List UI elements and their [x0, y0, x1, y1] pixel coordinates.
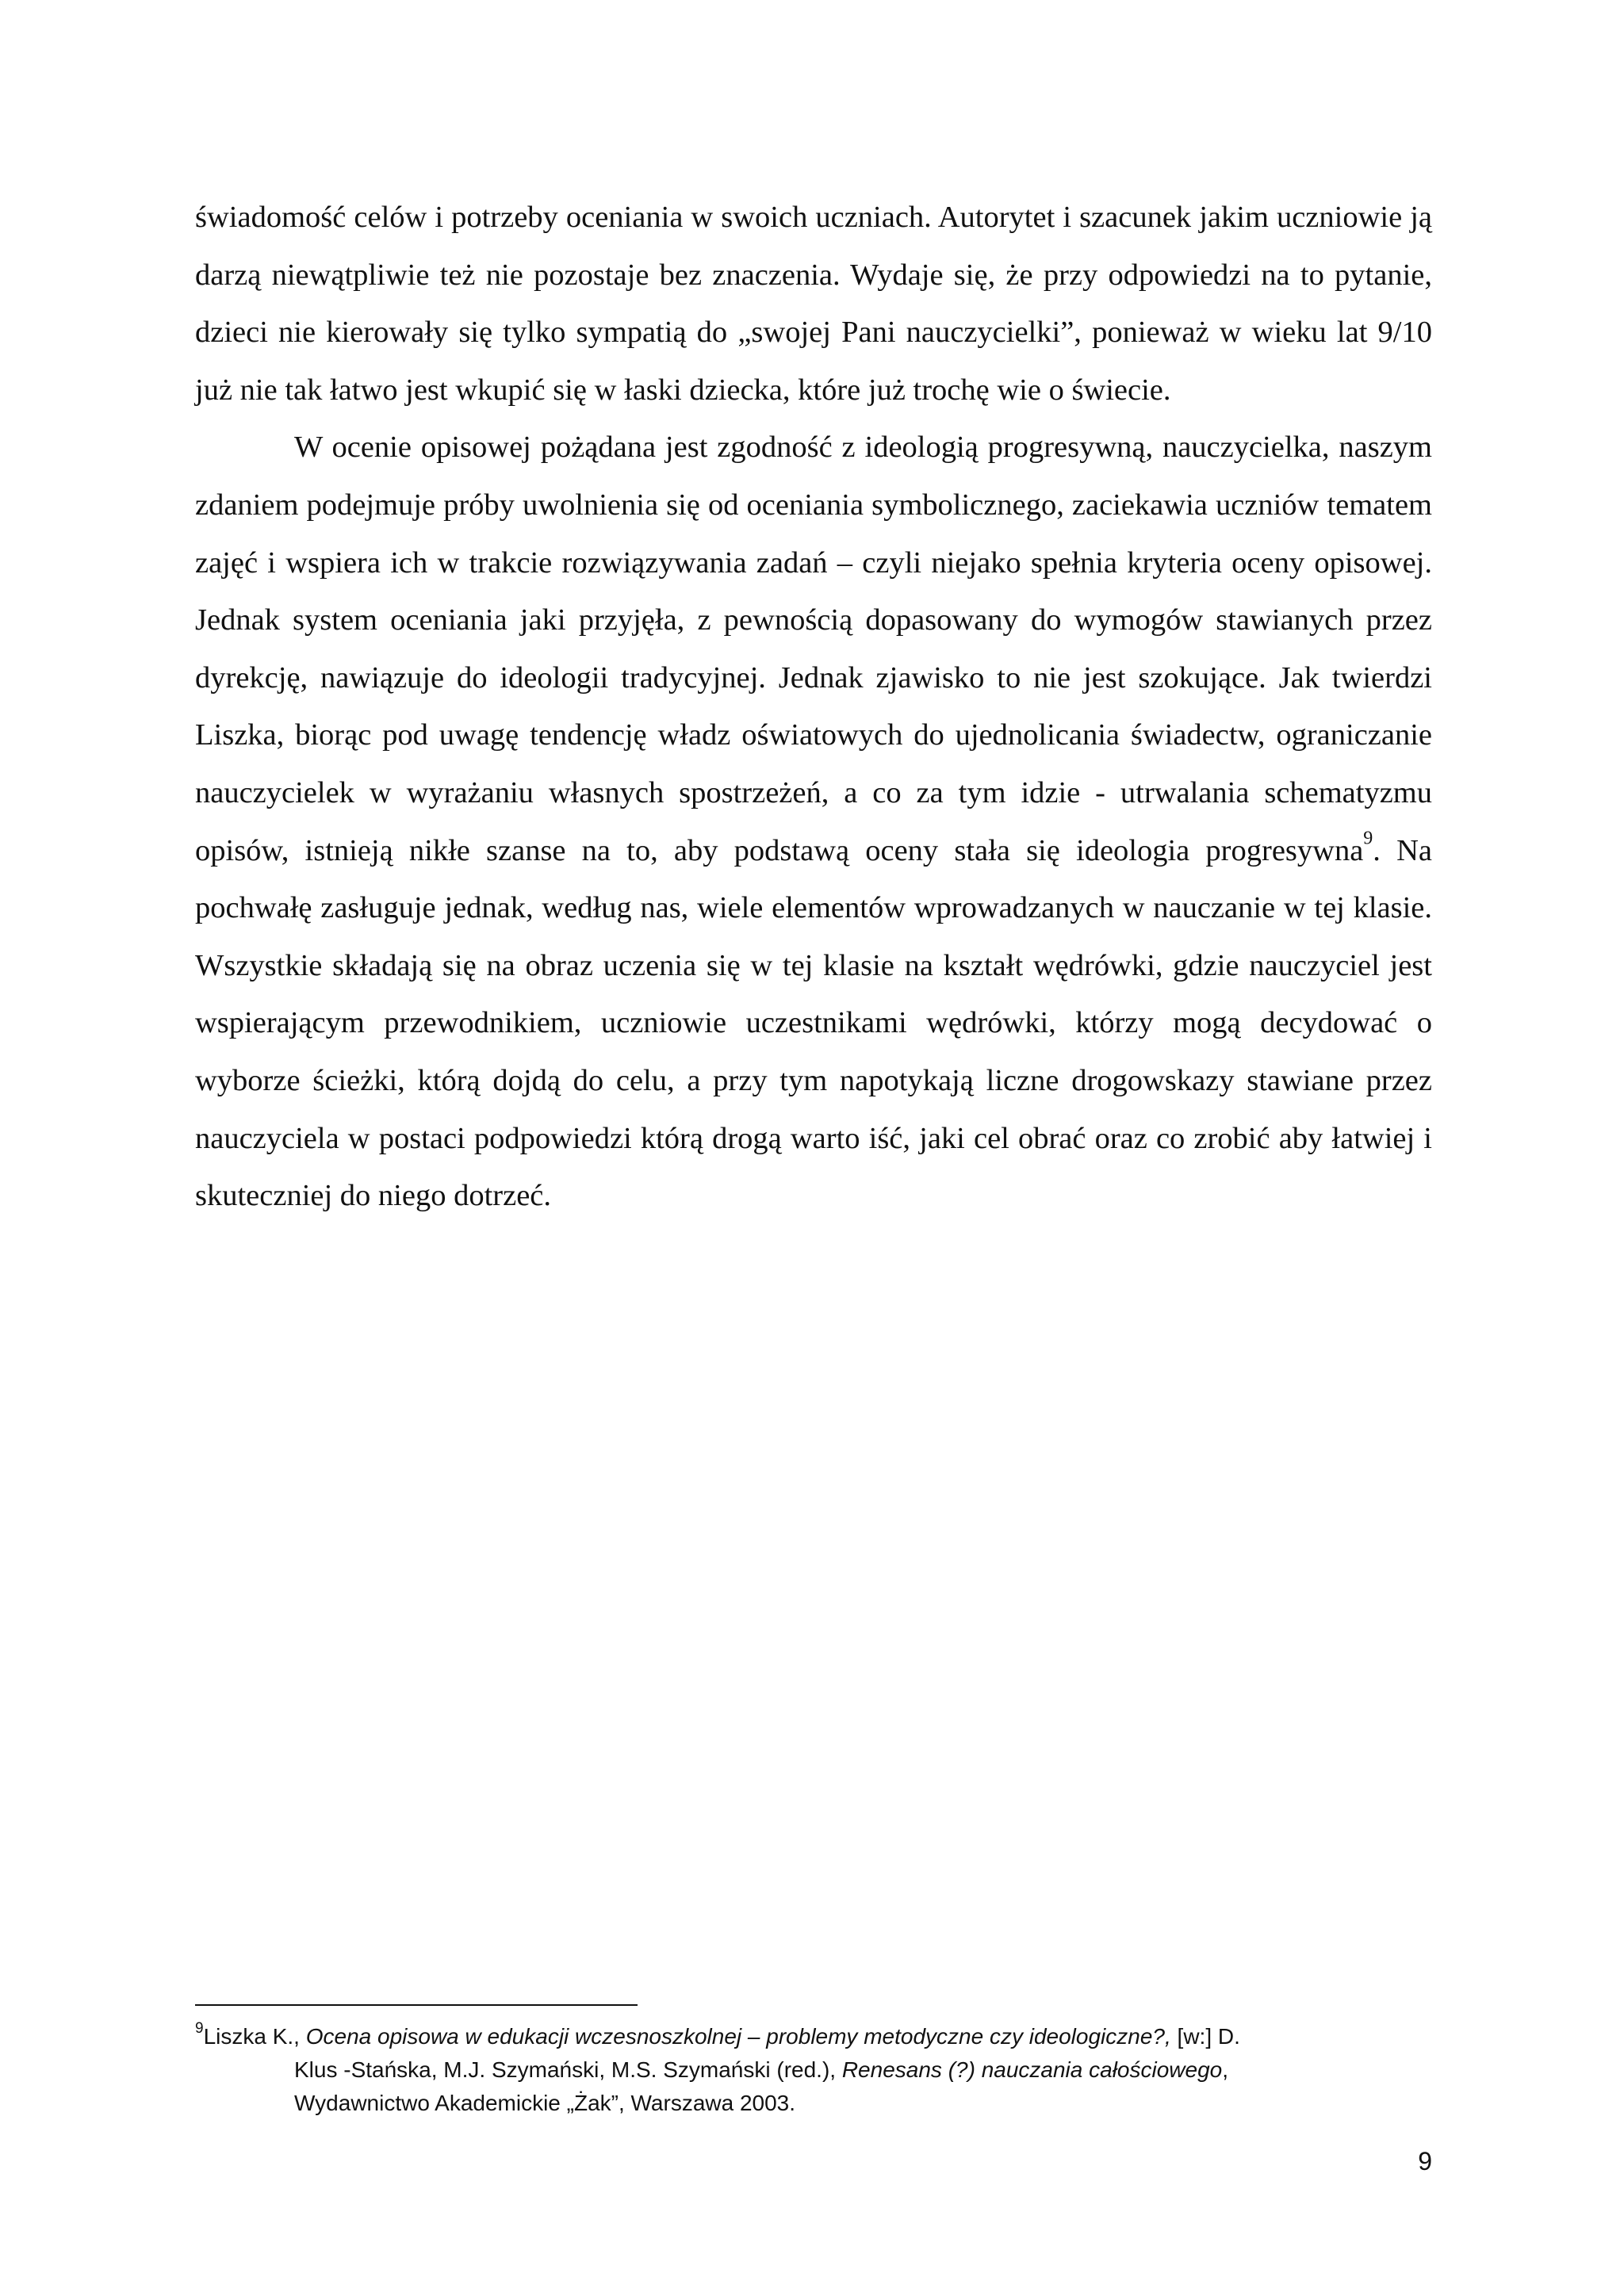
footnote-title-1: Ocena opisowa w edukacji wczesnoszkolnej – problemy metodyczne czy ideologiczne?,: [305, 2024, 1171, 2049]
paragraph-2-part-b: . Na pochwałę zasługuje jednak, według nas, wiele elementów wprowadzanych w nauczanie w tej klasie. Wszystkie składają się na obraz uczenia się w tej klasie na kształt wędrówki, gdzie nauczyciel jest wspierającym przewodnikiem, uczniowie uczestnikami wędrówki, którzy mogą decydować o wyborze ścieżki, którą dojdą do celu, a przy tym napotykają liczne drogowskazy stawiane przez nauczyciela w postaci podpowiedzi którą drogą warto iść, jaki cel obrać oraz co zrobić aby łatwiej i skuteczniej do niego dotrzeć.: [195, 833, 1432, 1213]
footnote-line-1: [195, 2020, 1432, 2053]
footnote-line-3: Wydawnictwo Akademickie „Żak”, Warszawa 2003.: [294, 2091, 796, 2115]
footnote: [195, 2020, 1432, 2120]
footnote-reference[interactable]: 9: [1363, 828, 1373, 849]
footnote-number: 9: [195, 2019, 204, 2037]
paragraph-2: [195, 419, 1432, 1224]
footnote-author: Liszka K.,: [203, 2024, 306, 2049]
footnote-separator: [195, 2004, 638, 2006]
footnote-editors: Klus -Stańska, M.J. Szymański, M.S. Szymański (red.),: [294, 2057, 842, 2082]
footnote-line-2: [195, 2053, 1432, 2087]
footnote-title-2: Renesans (?) nauczania całościowego: [841, 2057, 1223, 2082]
page-number: 9: [1418, 2147, 1432, 2175]
body-text: [195, 189, 1432, 1225]
footnote-comma: ,: [1222, 2057, 1228, 2082]
paragraph-2-part-a: W ocenie opisowej pożądana jest zgodność z ideologią progresywną, nauczycielka, naszym zdaniem podejmuje próby uwolnienia się od oceniania symbolicznego, zaciekawia uczniów tematem zajęć i wspiera ich w trakcie rozwiązywania zadań – czyli niejako spełnia kryteria oceny opisowej. Jednak system oceniania jaki przyjęła, z pewnością dopasowany do wymogów stawianych przez dyrekcję, nawiązuje do ideologii tradycyjnej. Jednak zjawisko to nie jest szokujące. Jak twierdzi Liszka, biorąc pod uwagę tendencję władz oświatowych do ujednolicania świadectw, ograniczanie nauczycielek w wyrażaniu własnych spostrzeżeń, a co za tym idzie - utrwalania schematyzmu opisów, istnieją nikłe szanse na to, aby podstawą oceny stała się ideologia progresywna: [195, 430, 1432, 867]
paragraph-1: świadomość celów i potrzeby oceniania w swoich uczniach. Autorytet i szacunek jakim uczniowie ją darzą niewątpliwie też nie pozostaje bez znaczenia. Wydaje się, że przy odpowiedzi na to pytanie, dzieci nie kierowały się tylko sympatią do „swojej Pani nauczycielki”, ponieważ w wieku lat 9/10 już nie tak łatwo jest wkupić się w łaski dziecka, które już trochę wie o świecie.: [195, 201, 1432, 407]
footnote-in: [w:] D.: [1170, 2024, 1240, 2049]
